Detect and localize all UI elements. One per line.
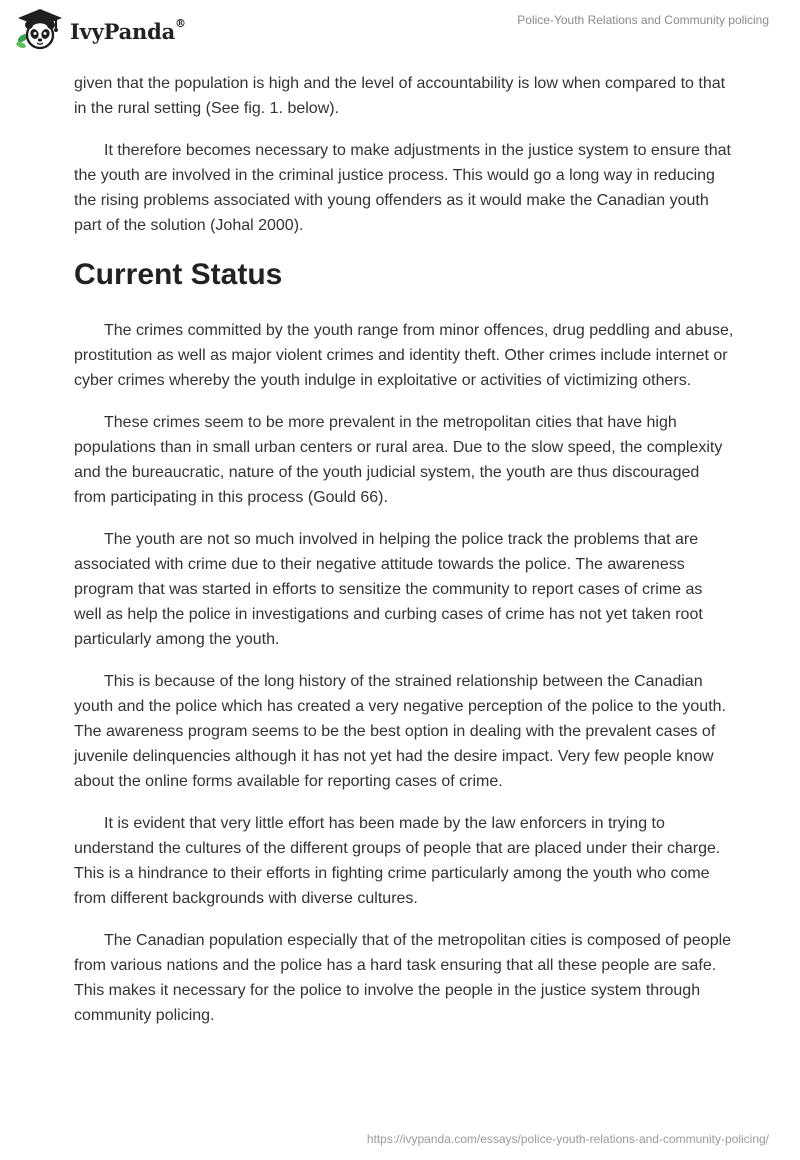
brand-name: IvyPanda® <box>70 16 186 44</box>
panda-graduate-logo-icon <box>14 7 66 51</box>
paragraph: These crimes seem to be more prevalent in the metropolitan cities that have high populations than in small urban centers or rural area. Due to the slow speed, the complexity and the bureaucratic, nature of the youth judicial system, the youth are thus discouraged from participating in this process (Gould 66). <box>74 414 723 506</box>
paragraph: It therefore becomes necessary to make adjustments in the justice system to ensure that the youth are involved in the criminal justice process. This would go a long way in reducing the rising problems associated with young offenders as it would make the Canadian youth part of the solution (Johal 2000). <box>74 142 731 234</box>
paragraph: This is because of the long history of the strained relationship between the Canadian youth and the police which has created a very negative perception of the police to the youth. The awareness program seems to be the best option in dealing with the prevalent cases of juvenile delinquencies although it has not yet had the desire impact. Very few people know about the online forms available for reporting cases of crime. <box>74 673 726 790</box>
paragraph: The crimes committed by the youth range from minor offences, drug peddling and abuse, prostitution as well as major violent crimes and identity theft. Other crimes include internet or cyber crimes whereby the youth indulge in exploitative or activities of victimizing others. <box>74 322 734 389</box>
paragraph: The youth are not so much involved in helping the police track the problems that are associated with crime due to their negative attitude towards the police. The awareness program that was started in efforts to sensitize the community to report cases of crime as well as help the police in investigations and curbing cases of crime has not yet taken root particularly among the youth. <box>74 531 703 648</box>
ivypanda-logo[interactable] <box>14 7 186 51</box>
source-url[interactable]: https://ivypanda.com/essays/police-youth-relations-and-community-policing/ <box>366 1132 769 1146</box>
page-header <box>0 0 800 56</box>
document-title: Police-Youth Relations and Community policing <box>517 13 769 27</box>
essay-content <box>74 71 734 1045</box>
paragraph: The Canadian population especially that of the metropolitan cities is composed of people from various nations and the police has a hard task ensuring that all these people are safe. This makes it necessary for the police to involve the people in the justice system through community policing. <box>74 932 732 1024</box>
paragraph: given that the population is high and the level of accountability is low when compared to that in the rural setting (See fig. 1. below). <box>74 75 726 117</box>
paragraph: It is evident that very little effort has been made by the law enforcers in trying to understand the cultures of the different groups of people that are placed under their charge. This is a hindrance to their efforts in fighting crime particularly among the youth who come from different backgrounds with diverse cultures. <box>74 815 721 907</box>
section-heading: Current Status <box>74 258 283 291</box>
